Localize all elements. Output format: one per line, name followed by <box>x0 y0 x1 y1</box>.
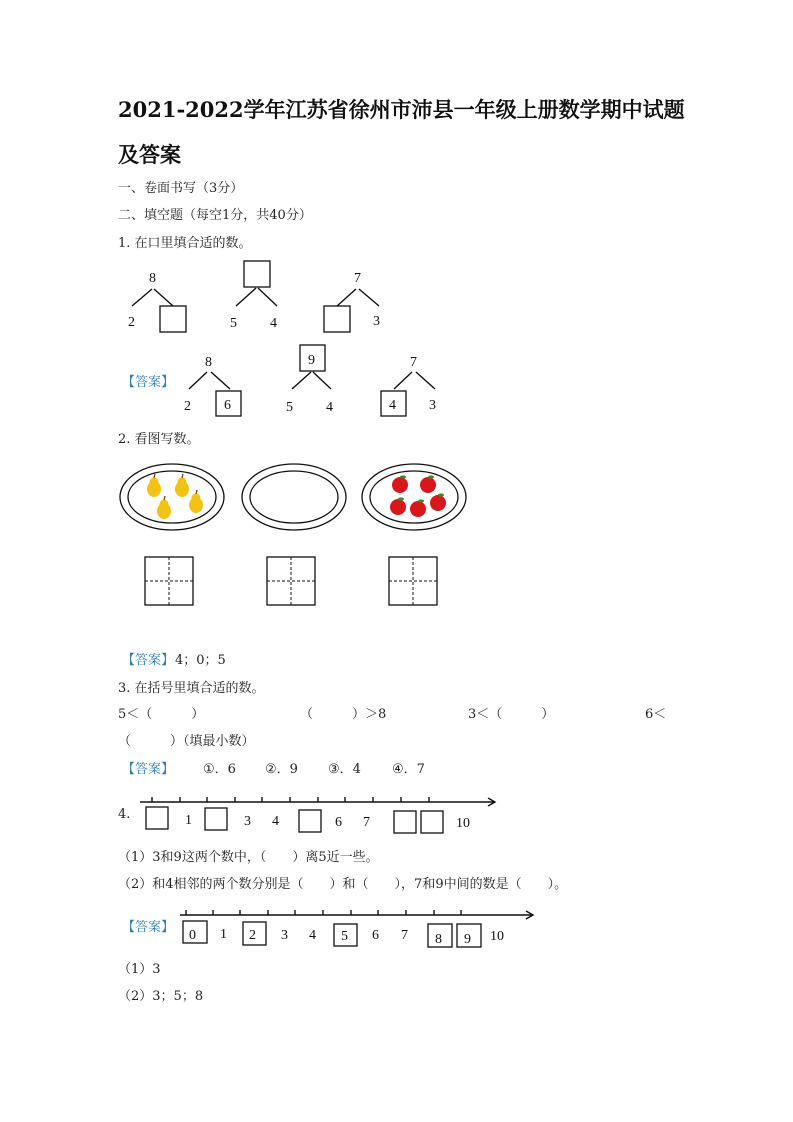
title-line2: 及答案 <box>118 142 181 167</box>
answer-box[interactable] <box>160 306 186 332</box>
write-box[interactable] <box>145 557 193 605</box>
q3-prompt: 3. 在括号里填合适的数。 <box>118 681 265 696</box>
tree-left: 5 <box>230 316 237 331</box>
q3-item-4: 6＜ <box>645 707 667 722</box>
pear-icon <box>175 474 189 497</box>
q2-plates <box>120 464 466 530</box>
tick-label: 1 <box>220 927 227 942</box>
box-number: 8 <box>435 932 442 947</box>
number-box[interactable] <box>394 811 416 833</box>
q4-sub1: （1）3和9这两个数中，（ ）离5近一些。 <box>118 850 379 865</box>
q4-sub2: （2）和4相邻的两个数分别是（ ）和（ ），7和9中间的数是（ ）。 <box>118 877 568 892</box>
q2-write-boxes <box>145 557 437 605</box>
apple-icon <box>392 475 408 493</box>
write-box[interactable] <box>389 557 437 605</box>
tick-label: 1 <box>185 813 192 828</box>
q3-line2: （ ）（填最小数） <box>118 734 255 749</box>
q4-answer-number-line <box>180 910 533 947</box>
tree-left: 2 <box>184 399 191 414</box>
apple-icon <box>420 475 436 493</box>
tree-right: 3 <box>373 314 380 329</box>
box-number: 5 <box>341 929 348 944</box>
q2-prompt: 2. 看图写数。 <box>118 432 200 447</box>
q1-prompt: 1. 在口里填合适的数。 <box>118 236 252 251</box>
title-line1: 2021-2022学年江苏省徐州市沛县一年级上册数学期中试题 <box>118 97 685 122</box>
q3-answer-4: ④．7 <box>392 762 425 777</box>
apple-icon <box>390 497 406 515</box>
q1-tree-3 <box>324 271 380 332</box>
number-box[interactable] <box>421 811 443 833</box>
tick-label: 3 <box>244 814 251 829</box>
tick-label: 10 <box>490 929 504 944</box>
answer-tag: 【答案】 <box>122 762 175 777</box>
q1-answer-tree-3 <box>381 355 436 416</box>
q4-answer1: （1）3 <box>118 962 161 977</box>
q2-answer: 4；0；5 <box>175 653 226 668</box>
tree-top: 9 <box>308 353 315 368</box>
apple-icon <box>430 493 446 511</box>
answer-box[interactable] <box>244 261 270 287</box>
tree-top: 7 <box>354 271 361 286</box>
q4-number-line <box>140 797 495 833</box>
pear-icon <box>157 496 171 519</box>
tree-right: 4 <box>270 316 277 331</box>
tick-label: 10 <box>456 816 470 831</box>
tick-label: 4 <box>309 928 316 943</box>
answer-box[interactable] <box>324 306 350 332</box>
box-number: 0 <box>189 928 196 943</box>
tick-label: 3 <box>281 928 288 943</box>
tick-label: 6 <box>372 928 379 943</box>
tree-left: 2 <box>128 315 135 330</box>
tree-right: 3 <box>429 398 436 413</box>
tick-label: 4 <box>272 814 279 829</box>
tree-left: 4 <box>389 398 396 413</box>
tick-label: 7 <box>363 815 370 830</box>
answer-tag: 【答案】 <box>122 375 175 390</box>
number-box[interactable] <box>299 810 321 832</box>
answer-tag: 【答案】 <box>122 653 175 668</box>
tick-label: 6 <box>335 815 342 830</box>
number-box[interactable] <box>205 808 227 830</box>
q4-prompt: 4. <box>118 807 131 822</box>
q1-answer-tree-2 <box>286 345 333 415</box>
number-box[interactable] <box>146 807 168 829</box>
box-number: 9 <box>464 932 471 947</box>
tree-right: 6 <box>224 398 231 413</box>
apple-icon <box>410 499 426 517</box>
q3-answer-2: ②．9 <box>265 762 298 777</box>
q3-item-3: 3＜（ ） <box>468 707 555 722</box>
tree-top: 8 <box>149 271 156 286</box>
q1-tree-1 <box>128 271 186 332</box>
tree-left: 5 <box>286 400 293 415</box>
q1-tree-2 <box>230 261 277 331</box>
plate <box>120 464 224 530</box>
pear-icon <box>189 490 203 513</box>
q1-answer-tree-1 <box>184 355 241 416</box>
tree-top: 8 <box>205 355 212 370</box>
pear-icon <box>147 474 161 497</box>
q3-item-1: 5＜（ ） <box>118 707 205 722</box>
q3-answer-3: ③．4 <box>328 762 361 777</box>
q4-answer2: （2）3；5；8 <box>118 989 204 1004</box>
answer-tag: 【答案】 <box>122 920 175 935</box>
plate <box>242 464 346 530</box>
q3-answer-1: ①．6 <box>203 762 236 777</box>
tick-label: 7 <box>401 928 408 943</box>
write-box[interactable] <box>267 557 315 605</box>
tree-top: 7 <box>410 355 417 370</box>
section1-heading: 一、卷面书写（3分） <box>118 181 244 196</box>
tree-right: 4 <box>326 400 333 415</box>
plate <box>362 464 466 530</box>
section2-heading: 二、填空题（每空1分，共40分） <box>118 208 312 223</box>
q3-item-2: （ ）＞8 <box>300 707 387 722</box>
box-number: 2 <box>249 928 256 943</box>
